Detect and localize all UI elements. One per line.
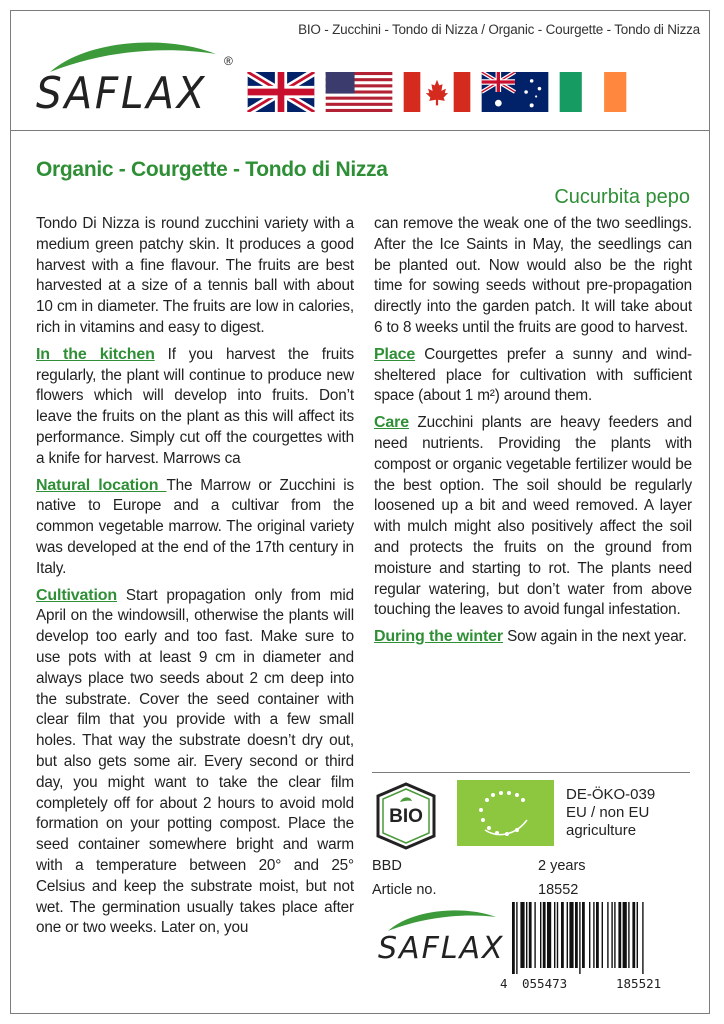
top-title: BIO - Zucchini - Tondo di Nizza / Organic - Courgette - Tondo di Nizza [298, 22, 700, 37]
barcode-bar [623, 902, 627, 968]
kitchen-section [36, 345, 354, 470]
cert-code-line2: EU / non EU [566, 804, 650, 821]
uk-flag-icon [247, 72, 315, 112]
barcode-bar [589, 902, 590, 968]
bio-seal-label: BIO [389, 806, 423, 827]
bbd-label: BBD [372, 858, 402, 874]
bbd-value: 2 years [538, 858, 586, 874]
barcode-bar [512, 902, 515, 974]
right-column [374, 214, 692, 654]
winter-section [374, 627, 692, 648]
care-text: Zucchini plants are heavy feeders and need nutrients. Providing the plants with compost or organic vegetable fertilizer would be the best option. The soil should be regularly loosened up a bit and weed removed. A layer with mulch might also positively affect the soil and protects the fruits on the ground from moisture and starting to rot. The plants need regular watering, but don’t water from above touching the leaves to avoid fungal infestation. [374, 414, 692, 619]
barcode-bar [547, 902, 551, 968]
winter-text: Sow again in the next year. [503, 628, 687, 646]
cultivation-heading: Cultivation [36, 586, 118, 604]
intro-paragraph: Tondo Di Nizza is round zucchini variety with a medium green patchy skin. It produces a good harvest with a fine flavour. The fruits are best harvested at a size of a tennis ball with about 10 cm in diameter. The fruits are low in calories, rich in vitamins and easy to digest. [36, 215, 354, 336]
barcode-bar [540, 902, 541, 968]
barcode-bar [632, 902, 635, 968]
natural-location-section [36, 476, 354, 580]
barcode-bar [607, 902, 608, 968]
latin-name: Cucurbita pepo [554, 186, 690, 208]
product-title: Organic - Courgette - Tondo di Nizza [36, 158, 388, 181]
barcode-bar [543, 902, 546, 968]
barcode-bar [569, 902, 573, 968]
kitchen-text: If you harvest the fruits regularly, the plant will continue to produce new flowers which will develop into fruits. Don’t leave the fruits on the plant as this will affect its performance. Simply cut off the courgettes with a knife for harvest. Marrows ca [36, 345, 355, 467]
footer-brand-name: SAFLAX [378, 931, 505, 966]
cert-code-line1: DE-ÖKO-039 [566, 786, 656, 803]
natural-location-text: The Marrow or Zucchini is native to Europe and a cultivar from the common vegetable marrow. The original variety was developed at the end of the 17th century in Italy. [36, 476, 354, 577]
barcode-bar [602, 902, 603, 968]
barcode-bar [575, 902, 578, 968]
barcode-icon [510, 902, 690, 974]
saflax-logo [36, 44, 246, 124]
barcode-bar [593, 902, 594, 968]
registered-mark: ® [224, 54, 233, 68]
barcode-bar [529, 902, 532, 968]
brand-name: SAFLAX [36, 68, 208, 119]
barcode-bar [567, 902, 568, 968]
barcode-bar [618, 902, 621, 968]
flags-row [247, 72, 627, 112]
cultivation-text: Start propagation only from mid April on the windowsill, otherwise the plants will develop too early and too fast. Make sure to use pots with at least 9 cm in diameter and always place two seeds about 2 cm deep into the substrate. Cover the seed container with clear film that you provide with a few small holes. That way the substrate doesn’t dry out, but also gets some air. Every second or third day, you might want to take the clear film completely off for about 2 hours to avoid mold formation on your potting compost. Place the seed container somewhere bright and warm with a temperature between 20° and 25° Celsius and keep the substrate moist, but not wet. The germination usually takes place after one or two weeks. Later on, you [36, 586, 354, 937]
barcode-bar [554, 902, 555, 968]
cultivation-continued: can remove the weak one of the two seedlings. After the Ice Saints in May, the seedlings can be planted out. Now would also be the right time for sowing seeds without pre-propagation directly into the garden patch. It will take about 6 to 8 weeks until the fruits are good to harvest. [374, 215, 692, 336]
barcode-group-2: 185521 [616, 976, 662, 991]
ireland-flag-icon [559, 72, 627, 112]
cultivation-section [36, 586, 354, 940]
care-section [374, 413, 692, 621]
barcode-bar [526, 902, 527, 968]
certification-divider [372, 772, 690, 773]
left-column [36, 214, 354, 945]
barcode-bar [642, 902, 643, 974]
barcode-bar [520, 902, 524, 968]
barcode-bar [614, 902, 615, 968]
barcode-bar [534, 902, 535, 968]
barcode-bar [557, 902, 558, 968]
eu-organic-leaf-icon [457, 780, 554, 846]
header-divider [10, 130, 710, 131]
natural-location-heading: Natural location [36, 476, 167, 494]
barcode-bar [582, 902, 585, 968]
barcode-bar [579, 902, 580, 974]
us-flag-icon [325, 72, 393, 112]
care-heading: Care [374, 414, 409, 432]
cert-code-line3: agriculture [566, 822, 637, 839]
kitchen-heading: In the kitchen [36, 345, 155, 363]
article-label: Article no. [372, 882, 437, 898]
article-value: 18552 [538, 882, 579, 898]
barcode-bar [611, 902, 612, 968]
place-heading: Place [374, 345, 416, 363]
barcode-bar [561, 902, 564, 968]
footer-saflax-logo [378, 905, 508, 967]
bio-seal-icon [370, 780, 442, 852]
winter-heading: During the winter [374, 628, 504, 646]
barcode-digit-1: 4 [500, 976, 508, 991]
barcode-group-1: 055473 [522, 976, 568, 991]
barcode-bar [516, 902, 517, 974]
barcode-bar [637, 902, 638, 968]
place-section [374, 345, 692, 407]
certification-code [566, 786, 655, 840]
barcode-bar [596, 902, 599, 968]
canada-flag-icon [403, 72, 471, 112]
barcode-bar [628, 902, 629, 968]
place-text: Courgettes prefer a sunny and wind-sheltered place for cultivation with sufficient space (about 1 m²) around them. [374, 345, 692, 405]
australia-flag-icon [481, 72, 549, 112]
